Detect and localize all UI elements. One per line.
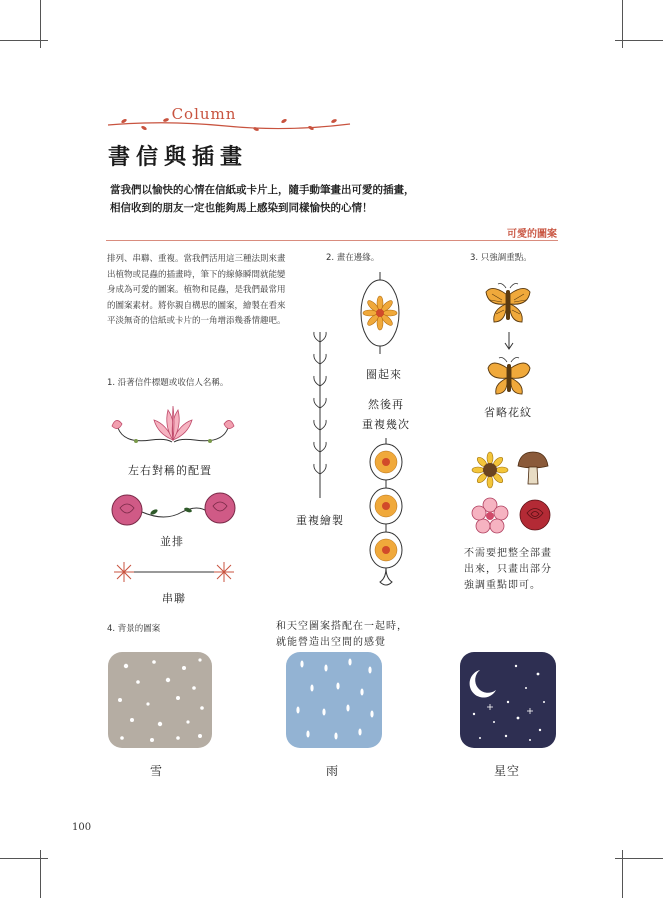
- caption-line: 出來，只畫出部分: [464, 564, 552, 575]
- column-label: Column: [171, 105, 237, 123]
- intro-line: 相信收到的朋友一定也能夠馬上感染到同樣愉快的心情！: [110, 202, 373, 214]
- page-title: 書信與插畫: [108, 145, 249, 170]
- roses-pair-icon: [110, 492, 238, 528]
- crop-mark: [615, 40, 663, 41]
- crop-mark: [0, 40, 48, 41]
- repeated-flower-chain-icon: [366, 438, 406, 588]
- butterfly-simple-icon: [486, 356, 532, 396]
- caption-line: 不需要把整全部畫: [464, 548, 552, 559]
- red-rose-icon: [518, 498, 552, 532]
- caption-circle: 圈起來: [366, 368, 402, 381]
- caption-line: 強調重點即可。: [464, 580, 541, 591]
- caption-repeat: 重複繪製: [296, 514, 344, 527]
- mushroom-icon: [516, 450, 550, 486]
- page-number: 100: [72, 822, 92, 833]
- caption-symmetric: 左右對稱的配置: [128, 464, 212, 477]
- caption-chain: 串聯: [162, 592, 186, 605]
- caption-line: 就能營造出空間的感覺: [276, 637, 386, 648]
- sparkle-chain-icon: [112, 560, 236, 584]
- caption-starry: 星空: [494, 764, 521, 778]
- circled-flower-icon: [358, 270, 402, 356]
- caption-omit-pattern: 省略花紋: [484, 406, 532, 419]
- step-2-label: 2. 畫在邊緣。: [326, 253, 380, 263]
- moon-stars-icon: [460, 652, 556, 748]
- section-label: 可愛的圖案: [507, 229, 557, 240]
- leaf-vine-icon: [310, 330, 330, 500]
- caption-repeat-times: 重複幾次: [362, 418, 410, 431]
- body-paragraph: 排列、串聯、重複。當我們活用這三種法則來畫出植物或昆蟲的插畫時，筆下的線條瞬間就能變身成為可愛的圖案。植物和昆蟲，是我們最常用的圖案素材。將你親自構思的圖案，繪製在看來平淡無奇的信紙或卡片的一角增添幾番情趣吧。: [107, 254, 286, 326]
- intro-text: [110, 181, 570, 217]
- caption-side-by-side: 並排: [160, 535, 184, 548]
- caption-then-again: 然後再: [368, 398, 404, 411]
- step-4-label: 4. 背景的圖案: [107, 624, 161, 634]
- caption-sky-note: [276, 619, 408, 651]
- snow-dots-icon: [108, 652, 212, 748]
- caption-snow: 雪: [150, 764, 164, 778]
- intro-line: 當我們以愉快的心情在信紙或卡片上，隨手動筆畫出可愛的插畫，: [110, 184, 415, 196]
- cherry-blossom-icon: [472, 498, 508, 534]
- step-1-label: 1. 沿著信件標題或收信人名稱。: [107, 378, 229, 388]
- section-divider: [106, 240, 558, 241]
- lotus-flourish-icon: [106, 404, 240, 448]
- sunflower-icon: [472, 452, 508, 488]
- crop-mark: [615, 858, 663, 859]
- caption-emphasis: [464, 546, 552, 594]
- crop-mark: [0, 858, 48, 859]
- vine-divider-icon: [106, 118, 352, 132]
- caption-line: 和天空圖案搭配在一起時，: [276, 621, 408, 632]
- butterfly-detailed-icon: [484, 282, 532, 326]
- rain-drops-icon: [286, 652, 382, 748]
- caption-rain: 雨: [326, 764, 340, 778]
- arrow-down-icon: [504, 332, 514, 350]
- step-3-label: 3. 只強調重點。: [470, 253, 532, 263]
